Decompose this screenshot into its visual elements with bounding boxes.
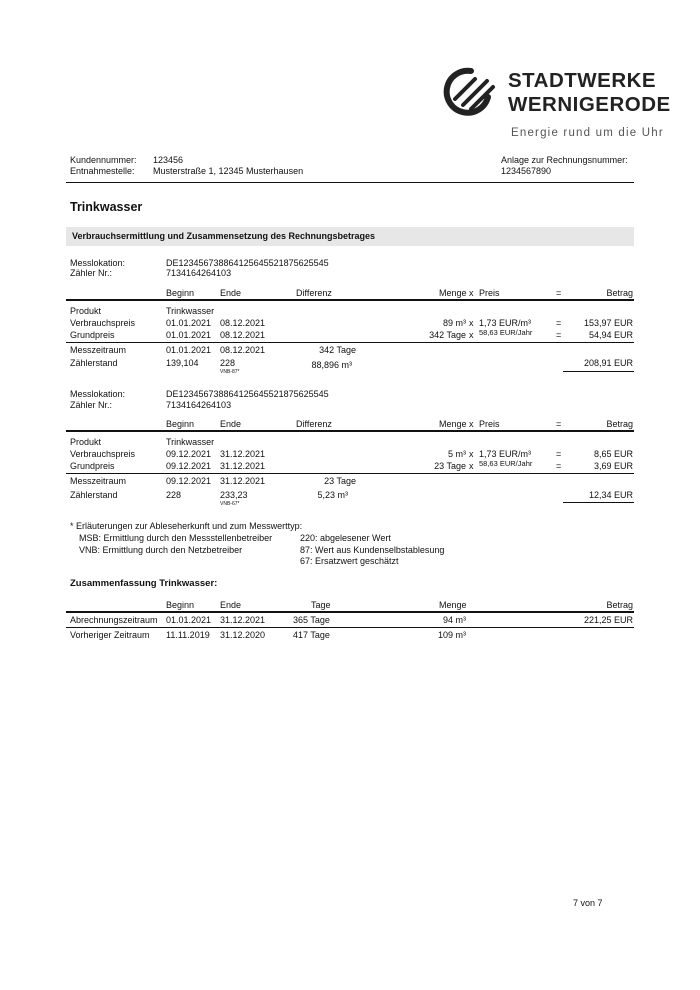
notes-title: * Erläuterungen zur Ableseherkunft und zum Messwerttyp:: [70, 521, 303, 531]
vp-betrag: 153,97 EUR: [583, 318, 633, 328]
summary-row-beginn: 01.01.2021: [166, 615, 212, 625]
summary-row-menge: 94 m³: [442, 615, 466, 625]
mz-beginn: 01.01.2021: [166, 345, 212, 355]
summary-row-ende: 31.12.2021: [220, 615, 266, 625]
note-87: 87: Wert aus Kundenselbstablesung: [300, 545, 445, 555]
gp-x: x: [469, 461, 474, 471]
summary-col-betrag: Betrag: [606, 600, 633, 610]
col-ende: Ende: [220, 288, 242, 298]
zaehlerstand-label: Zählerstand: [70, 490, 118, 500]
table-header-rule: [66, 430, 634, 432]
zs-note: VNB-67*: [220, 501, 240, 507]
col-menge: Menge: [439, 288, 467, 298]
summary-row-tage: 365 Tage: [293, 615, 330, 625]
summary-title: Zusammenfassung Trinkwasser:: [70, 578, 218, 589]
messlokation-label: Messlokation:: [70, 389, 126, 399]
col-beginn: Beginn: [166, 288, 195, 298]
summary-col-tage: Tage: [311, 600, 331, 610]
zs-note: VNB-87*: [220, 369, 240, 375]
col-betrag: Betrag: [606, 288, 633, 298]
gp-beginn: 01.01.2021: [166, 330, 212, 340]
col-menge: Menge: [439, 419, 467, 429]
col-ende: Ende: [220, 419, 242, 429]
produkt-value: Trinkwasser: [166, 306, 215, 316]
messzeitraum-label: Messzeitraum: [70, 345, 127, 355]
summary-row-label: Vorheriger Zeitraum: [70, 630, 150, 640]
vp-preis: 1,73 EUR/m³: [479, 318, 532, 328]
gp-preis: 58,63 EUR/Jahr: [479, 459, 533, 468]
table-header-rule: [66, 299, 634, 301]
col-preis: Preis: [479, 288, 500, 298]
col-x: x: [469, 419, 474, 429]
messlokation-value: DE123456738864125645521875625545: [166, 389, 329, 399]
note-67: 67: Ersatzwert geschätzt: [300, 556, 399, 566]
vp-x: x: [469, 318, 474, 328]
summary-row-betrag: 221,25 EUR: [583, 615, 633, 625]
mz-ende: 31.12.2021: [220, 476, 266, 486]
row-rule: [66, 342, 634, 343]
messlokation-label: Messlokation:: [70, 258, 126, 268]
gp-menge: 342 Tage: [429, 330, 466, 340]
zs-beginn: 139,104: [166, 358, 199, 368]
header-divider: [66, 182, 634, 183]
col-eq: =: [556, 419, 562, 429]
mz-differenz: 342 Tage: [319, 345, 356, 355]
grundpreis-label: Grundpreis: [70, 461, 115, 471]
row-rule: [66, 473, 634, 474]
vp-menge: 89 m³: [442, 318, 466, 328]
swirl-logo-icon: [441, 65, 497, 117]
note-220: 220: abgelesener Wert: [300, 533, 391, 543]
total-rule: [563, 502, 634, 503]
vp-ende: 31.12.2021: [220, 449, 266, 459]
summary-row-ende: 31.12.2020: [220, 630, 266, 640]
gp-ende: 08.12.2021: [220, 330, 266, 340]
messlokation-value: DE123456738864125645521875625545: [166, 258, 329, 268]
produkt-value: Trinkwasser: [166, 437, 215, 447]
zs-differenz: 5,23 m³: [317, 490, 348, 500]
vp-ende: 08.12.2021: [220, 318, 266, 328]
note-vnb: VNB: Ermittlung durch den Netzbetreiber: [79, 545, 243, 555]
mz-beginn: 09.12.2021: [166, 476, 212, 486]
col-preis: Preis: [479, 419, 500, 429]
zaehler-label: Zähler Nr.:: [70, 400, 113, 410]
col-differenz: Differenz: [296, 419, 332, 429]
section-title: Verbrauchsermittlung und Zusammensetzung des Rechnungsbetrages: [72, 231, 376, 241]
col-eq: =: [556, 288, 562, 298]
logo-line1: STADTWERKE: [508, 69, 657, 92]
vp-preis: 1,73 EUR/m³: [479, 449, 532, 459]
col-betrag: Betrag: [606, 419, 633, 429]
zs-ende: 233,23: [220, 490, 248, 500]
verbrauchspreis-label: Verbrauchspreis: [70, 449, 136, 459]
summary-row-rule: [66, 627, 634, 628]
summary-col-beginn: Beginn: [166, 600, 195, 610]
block-total: 208,91 EUR: [583, 358, 633, 368]
gp-betrag: 3,69 EUR: [593, 461, 633, 471]
entnahme-label: Entnahmestelle:: [70, 166, 135, 176]
anlage-value: 1234567890: [501, 166, 552, 176]
verbrauchspreis-label: Verbrauchspreis: [70, 318, 136, 328]
logo-line2: WERNIGERODE: [508, 93, 671, 116]
gp-eq: =: [556, 461, 562, 471]
zs-beginn: 228: [166, 490, 182, 500]
summary-row-beginn: 11.11.2019: [166, 630, 210, 640]
col-x: x: [469, 288, 474, 298]
total-rule: [563, 371, 634, 372]
zaehlerstand-label: Zählerstand: [70, 358, 118, 368]
page-title: Trinkwasser: [70, 200, 143, 214]
vp-eq: =: [556, 449, 562, 459]
messzeitraum-label: Messzeitraum: [70, 476, 127, 486]
zaehler-value: 7134164264103: [166, 400, 232, 410]
gp-eq: =: [556, 330, 562, 340]
block-total: 12,34 EUR: [588, 490, 633, 500]
kunden-value: 123456: [153, 155, 184, 165]
kunden-label: Kundennummer:: [70, 155, 137, 165]
logo-slogan: Energie rund um die Uhr: [511, 127, 664, 139]
gp-beginn: 09.12.2021: [166, 461, 212, 471]
zaehler-label: Zähler Nr.:: [70, 268, 113, 278]
grundpreis-label: Grundpreis: [70, 330, 115, 340]
summary-row-tage: 417 Tage: [293, 630, 330, 640]
produkt-label: Produkt: [70, 437, 102, 447]
zs-differenz: 88,896 m³: [311, 360, 352, 370]
note-msb: MSB: Ermittlung durch den Messstellenbetreiber: [79, 533, 273, 543]
col-differenz: Differenz: [296, 288, 332, 298]
gp-preis: 58,63 EUR/Jahr: [479, 328, 533, 337]
vp-x: x: [469, 449, 474, 459]
vp-eq: =: [556, 318, 562, 328]
vp-betrag: 8,65 EUR: [593, 449, 633, 459]
gp-betrag: 54,94 EUR: [588, 330, 633, 340]
summary-col-ende: Ende: [220, 600, 242, 610]
vp-menge: 5 m³: [448, 449, 466, 459]
summary-row-menge: 109 m³: [437, 630, 466, 640]
produkt-label: Produkt: [70, 306, 102, 316]
gp-ende: 31.12.2021: [220, 461, 266, 471]
summary-row-label: Abrechnungszeitraum: [70, 615, 158, 625]
mz-differenz: 23 Tage: [324, 476, 356, 486]
vp-beginn: 09.12.2021: [166, 449, 212, 459]
entnahme-value: Musterstraße 1, 12345 Musterhausen: [153, 166, 304, 176]
gp-menge: 23 Tage: [434, 461, 466, 471]
vp-beginn: 01.01.2021: [166, 318, 212, 328]
page-number: 7 von 7: [573, 898, 603, 908]
summary-rule: [66, 611, 634, 613]
mz-ende: 08.12.2021: [220, 345, 266, 355]
gp-x: x: [469, 330, 474, 340]
anlage-label: Anlage zur Rechnungsnummer:: [501, 155, 628, 165]
zaehler-value: 7134164264103: [166, 268, 232, 278]
col-beginn: Beginn: [166, 419, 195, 429]
zs-ende: 228: [220, 358, 236, 368]
summary-col-menge: Menge: [439, 600, 467, 610]
